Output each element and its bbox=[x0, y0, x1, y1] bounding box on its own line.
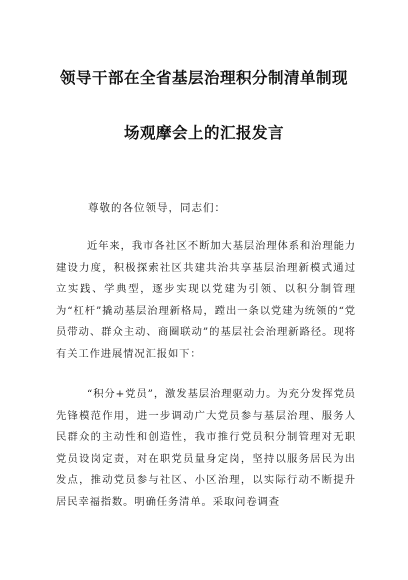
document-title-line-1: 领导干部在全省基层治理积分制清单制现 bbox=[59, 69, 348, 87]
paragraph-1 bbox=[56, 236, 356, 365]
paragraph-1-text: 近年来，我市各社区不断加大基层治理体系和治理能力建设力度，积极探索社区共建共治共享基层治理新模式通过立实践、学典型，逐步实现以党建为引领、以积分制管理为“杠杆”撬动基层治理新格局，蹚出一条以党建为统领的“党员带动、群众主动、商圈联动”的基层社会治理新路径。现将有关工作进展情况汇报如下： bbox=[56, 240, 356, 360]
paragraph-2 bbox=[56, 384, 356, 513]
document-title-line-2: 场观摩会上的汇报发言 bbox=[123, 124, 284, 142]
paragraph-2-text: “积分+党员”，激发基层治理驱动力。为充分发挥党员先锋模范作用，进一步调动广大党员参与基层治理、服务人民群众的主动性和创造性，我市推行党员积分制管理对无职党员设岗定责，对在职党员量身定岗，坚持以服务居民为出发点，推动党员参与社区、小区治理，以实际行动不断提升居民幸福指数。明确任务清单。采取问卷调查 bbox=[56, 388, 356, 508]
salutation: 尊敬的各位领导，同志们： bbox=[88, 202, 226, 214]
